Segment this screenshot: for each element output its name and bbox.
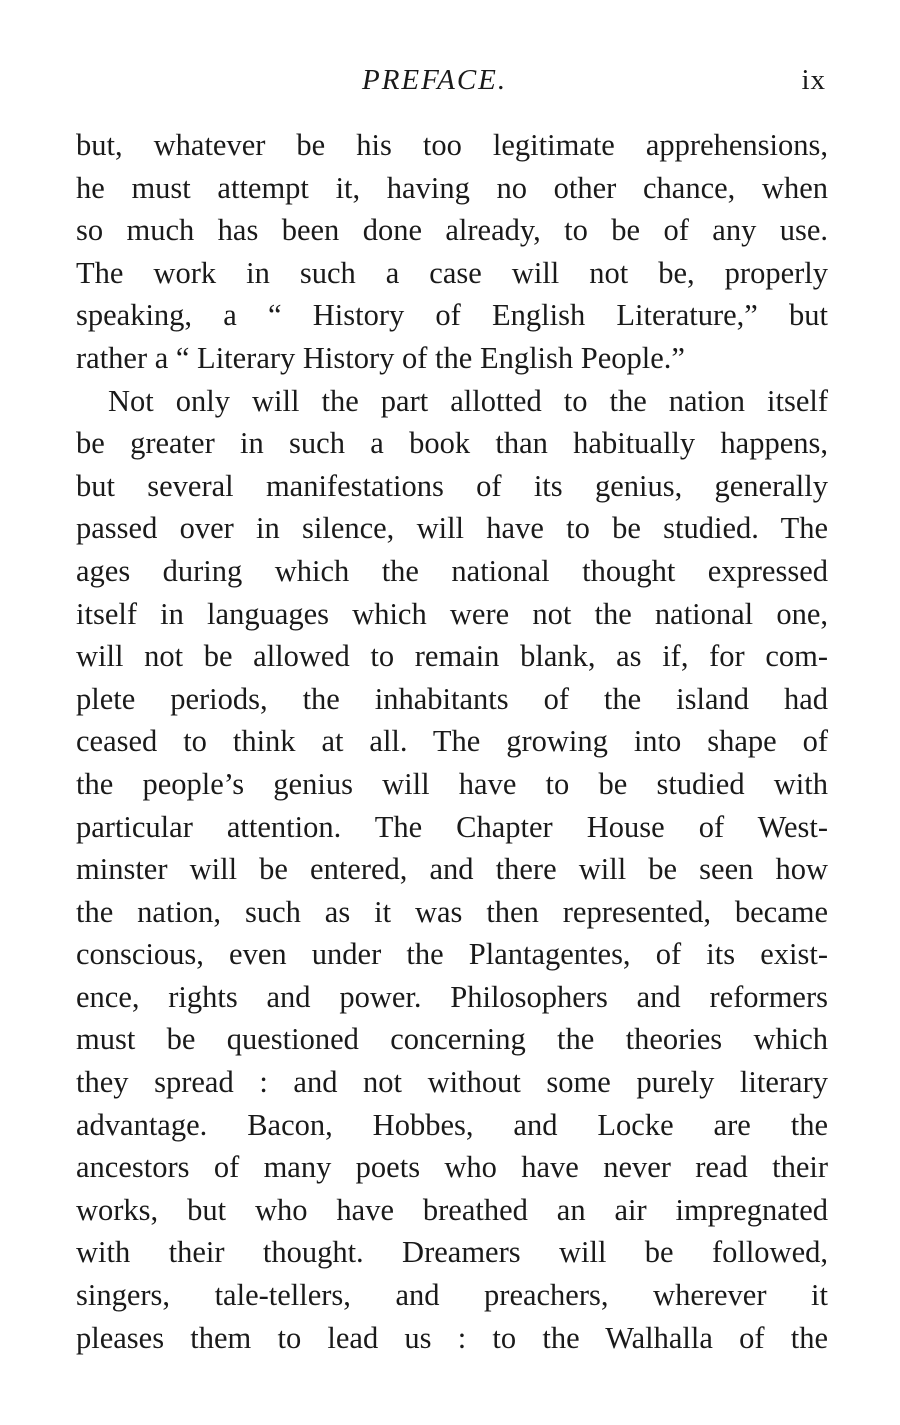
text-line: passed over in silence, will have to be studied. The: [76, 511, 828, 546]
paragraph: [76, 380, 828, 1360]
text-line: will not be allowed to remain blank, as if, for com-: [76, 639, 828, 674]
text-line: Not only will the part allotted to the nation itself: [108, 383, 828, 418]
text-line: particular attention. The Chapter House of West-: [76, 809, 828, 844]
text-line: the people’s genius will have to be studied with: [76, 766, 828, 801]
text-line: so much has been done already, to be of any use.: [76, 213, 828, 248]
text-line: with their thought. Dreamers will be followed,: [76, 1235, 828, 1270]
text-line: plete periods, the inhabitants of the island had: [76, 681, 828, 716]
text-line: The work in such a case will not be, properly: [76, 255, 828, 290]
page-number: ix: [801, 64, 826, 96]
text-line: speaking, a “ History of English Literature,” but: [76, 298, 828, 333]
text-line: be greater in such a book than habitually happens,: [76, 426, 828, 461]
text-line: itself in languages which were not the national one,: [76, 596, 828, 631]
running-head: [0, 60, 900, 100]
text-line: advantage. Bacon, Hobbes, and Locke are the: [76, 1107, 828, 1142]
text-line: ages during which the national thought expressed: [76, 553, 828, 588]
text-line: pleases them to lead us : to the Walhalla of the: [76, 1320, 828, 1355]
text-line: ence, rights and power. Philosophers and reformers: [76, 979, 828, 1014]
text-line: they spread : and not without some purely literary: [76, 1065, 828, 1100]
text-line: singers, tale-tellers, and preachers, wherever it: [76, 1278, 828, 1313]
text-line: but several manifestations of its genius, generally: [76, 468, 828, 503]
text-line: ceased to think at all. The growing into shape of: [76, 724, 828, 759]
text-line: conscious, even under the Plantagentes, of its exist-: [76, 937, 828, 972]
text-line: he must attempt it, having no other chance, when: [76, 170, 828, 205]
text-line: must be questioned concerning the theories which: [76, 1022, 828, 1057]
running-title: PREFACE.: [362, 64, 508, 96]
text-line: minster will be entered, and there will be seen how: [76, 852, 828, 887]
text-line: the nation, such as it was then represented, became: [76, 894, 828, 929]
text-line: works, but who have breathed an air impregnated: [76, 1192, 828, 1227]
paragraph: [76, 124, 828, 380]
text-line: ancestors of many poets who have never read their: [76, 1150, 828, 1185]
text-line: but, whatever be his too legitimate apprehensions,: [76, 128, 828, 162]
body-text: [76, 124, 828, 1359]
text-line: rather a “ Literary History of the English People.”: [76, 340, 685, 375]
